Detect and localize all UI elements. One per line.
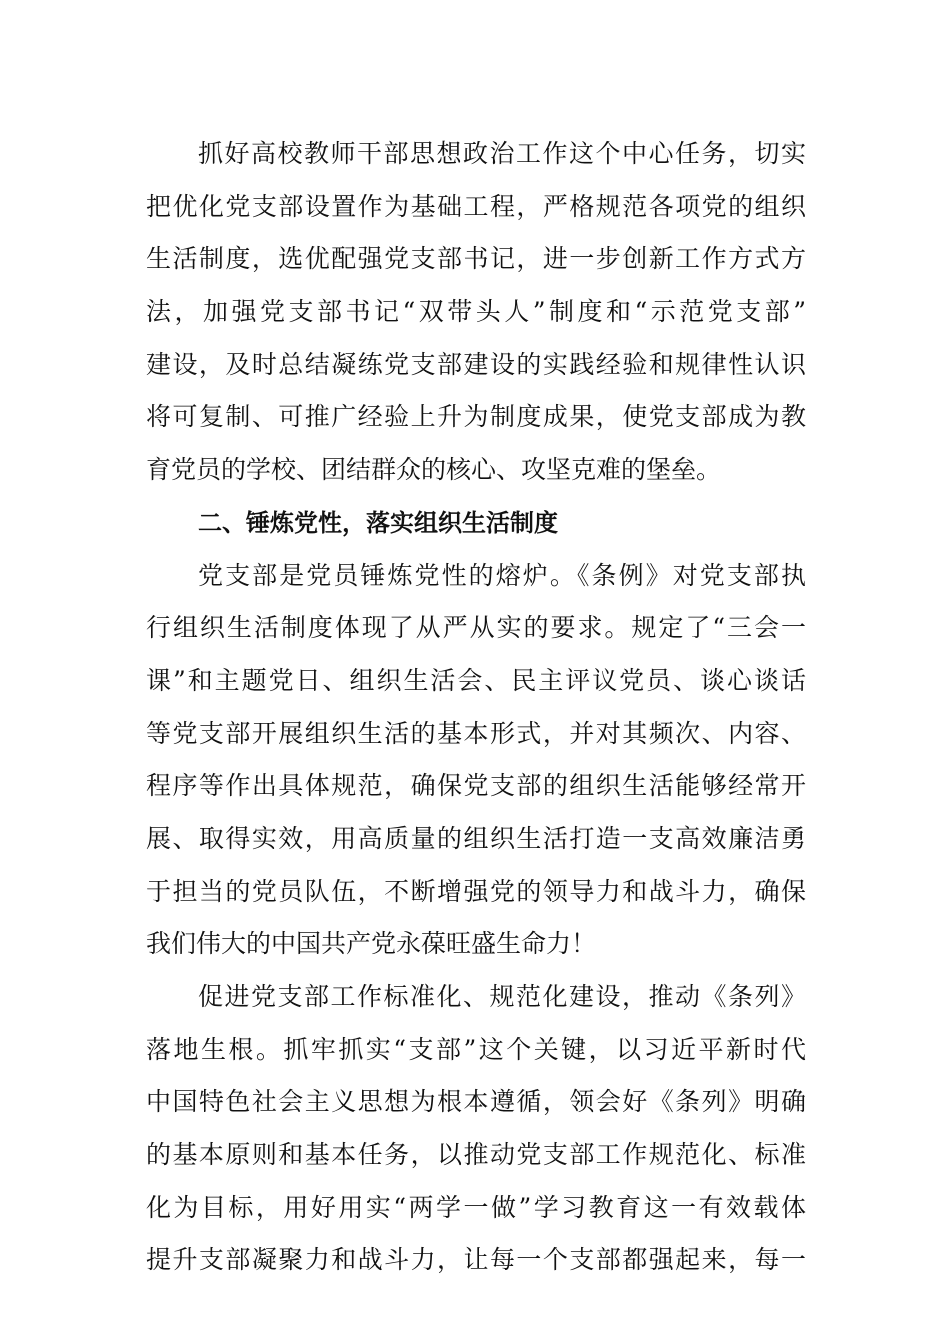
document-body xyxy=(146,128,806,1287)
paragraph-1-line: 建设，及时总结凝练党支部建设的实践经验和规律性认识 xyxy=(146,349,806,379)
paragraph-3-line: 的基本原则和基本任务，以推动党支部工作规范化、标准 xyxy=(146,1140,806,1170)
paragraph-1-line: 育党员的学校、团结群众的核心、攻坚克难的堡垒。 xyxy=(146,455,722,485)
paragraph-1-line: 生活制度，选优配强党支部书记，进一步创新工作方式方 xyxy=(146,244,806,274)
paragraph-2-line: 于担当的党员队伍，不断增强党的领导力和战斗力，确保 xyxy=(146,876,806,906)
paragraph-3-line: 促进党支部工作标准化、规范化建设，推动《条列》 xyxy=(198,982,806,1011)
paragraph-2-line: 行组织生活制度体现了从严从实的要求。规定了“三会一 xyxy=(146,613,806,643)
paragraph-2-line: 展、取得实效，用高质量的组织生活打造一支高效廉洁勇 xyxy=(146,823,806,853)
paragraph-3-line: 落地生根。抓牢抓实“支部”这个关键，以习近平新时代 xyxy=(146,1034,806,1064)
paragraph-1-line: 把优化党支部设置作为基础工程，严格规范各项党的组织 xyxy=(146,191,806,221)
paragraph-3-line: 化为目标，用好用实“两学一做”学习教育这一有效载体 xyxy=(146,1192,806,1222)
paragraph-3-line: 提升支部凝聚力和战斗力，让每一个支部都强起来，每一 xyxy=(146,1245,806,1275)
paragraph-2-line: 党支部是党员锤炼党性的熔炉。《条例》对党支部执 xyxy=(198,560,806,590)
paragraph-2-line: 程序等作出具体规范，确保党支部的组织生活能够经常开 xyxy=(146,771,806,801)
paragraph-2-line: 课”和主题党日、组织生活会、民主评议党员、谈心谈话 xyxy=(146,665,806,695)
paragraph-3-line: 中国特色社会主义思想为根本遵循，领会好《条列》明确 xyxy=(146,1087,806,1117)
paragraph-2-line: 等党支部开展组织生活的基本形式，并对其频次、内容、 xyxy=(146,718,806,748)
section-heading: 二、锤炼党性，落实组织生活制度 xyxy=(198,508,558,537)
paragraph-2-line: 我们伟大的中国共产党永葆旺盛生命力！ xyxy=(146,929,597,959)
paragraph-1-line: 抓好高校教师干部思想政治工作这个中心任务，切实 xyxy=(198,139,806,168)
paragraph-1-line: 法，加强党支部书记“双带头人”制度和“示范党支部” xyxy=(146,297,806,327)
paragraph-1-line: 将可复制、可推广经验上升为制度成果，使党支部成为教 xyxy=(146,402,806,432)
